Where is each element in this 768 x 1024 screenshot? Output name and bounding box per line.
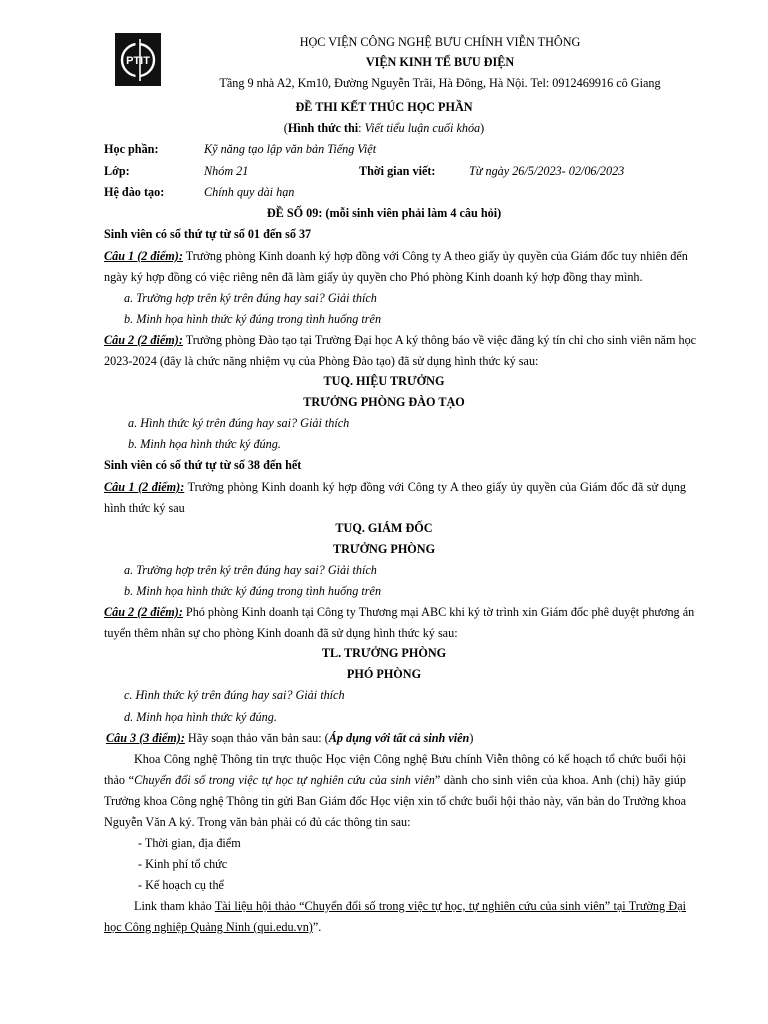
exam-title: ĐỀ THI KẾT THÚC HỌC PHẦN — [295, 100, 473, 114]
g2-q2-option-c: c. Hình thức ký trên đúng hay sai? Giải thích — [124, 688, 345, 702]
q3-item-2: - Kinh phí tổ chức — [138, 857, 228, 871]
g2-q2-option-d: d. Minh họa hình thức ký đúng. — [124, 710, 277, 724]
course-label: Học phần: — [104, 142, 159, 156]
ptit-logo — [115, 33, 161, 86]
q3-paragraph-line1: Khoa Công nghệ Thông tin trực thuộc Học viện Công nghệ Bưu chính Viễn thông có kế hoạch tổ chức buổi hội — [134, 752, 686, 766]
g1-q2-option-b: b. Minh họa hình thức ký đúng. — [128, 437, 281, 451]
group2-heading: Sinh viên có số thứ tự từ số 38 đến hết — [104, 458, 302, 472]
q3-topic: Chuyển đổi số trong việc tự học tự nghiên cứu của sinh viên — [134, 773, 435, 787]
time-label: Thời gian viết: — [359, 164, 436, 178]
exam-form: (Hình thức thi: Viết tiểu luận cuối khóa) — [283, 121, 485, 135]
g1-q1-line1: Câu 1 (2 điểm): Trưởng phòng Kinh doanh ký hợp đồng với Công ty A theo giấy ủy quyền của Giám đốc tuy nhiên đến — [104, 249, 688, 263]
g2-q2-line1: Câu 2 (2 điểm): Phó phòng Kinh doanh tại Công ty Thương mại ABC khi ký tờ trình xin Giám đốc phê duyệt phương án — [104, 605, 695, 619]
g2-q1-signature-1: TUQ. GIÁM ĐỐC — [335, 521, 433, 535]
g1-q1-option-a: a. Trường hợp trên ký trên đúng hay sai? Giải thích — [124, 291, 377, 305]
q3-paragraph-line4: Nguyễn Văn A ký. Trong văn bản phải có đủ các thông tin sau: — [104, 815, 411, 829]
g2-q2-label: Câu 2 (2 điểm): — [104, 605, 183, 619]
g2-q1-option-b: b. Minh họa hình thức ký đúng trong tình huống trên — [124, 584, 382, 598]
institute-name: HỌC VIỆN CÔNG NGHỆ BƯU CHÍNH VIỄN THÔNG — [299, 35, 581, 49]
g2-q2-signature-2: PHÓ PHÒNG — [346, 667, 422, 681]
course-value: Kỹ năng tạo lập văn bản Tiếng Việt — [204, 142, 377, 156]
exam-form-value: Viết tiểu luận cuối khóa — [364, 121, 481, 135]
q3-paragraph-line2: thảo “Chuyển đổi số trong việc tự học tự nghiên cứu của sinh viên” dành cho sinh viên của khoa. Anh (chị) hãy giúp — [104, 773, 686, 787]
q3-item-1: - Thời gian, địa điểm — [138, 836, 241, 850]
q3-apply-all: Áp dụng với tất cả sinh viên — [328, 731, 470, 745]
g1-q2-signature-1: TUQ. HIỆU TRƯỞNG — [323, 374, 445, 388]
g2-q1-line1: Câu 1 (2 điểm): Trưởng phòng Kinh doanh ký hợp đồng với Công ty A theo giấy ủy quyền của Giám đốc đã sử dụng — [104, 480, 687, 494]
g2-q2-line2: tuyển thêm nhân sự cho phòng Kinh doanh đã sử dụng hình thức ký sau: — [104, 626, 458, 640]
time-value: Từ ngày 26/5/2023- 02/06/2023 — [469, 164, 625, 178]
g2-q1-option-a: a. Trường hợp trên ký trên đúng hay sai? Giải thích — [124, 563, 377, 577]
q3-reference-line1: Link tham khảo Tài liệu hội thảo “Chuyển đổi số trong việc tự học, tự nghiên cứu của sinh viên” tại Trường Đại — [134, 899, 687, 913]
training-label: Hệ đào tạo: — [104, 185, 165, 199]
g2-q1-label: Câu 1 (2 điểm): — [104, 480, 185, 494]
exam-form-label: Hình thức thi — [287, 121, 359, 135]
ptit-logo-mark — [115, 33, 161, 86]
q3-heading: Câu 3 (3 điểm): Hãy soạn thảo văn bản sau: (Áp dụng với tất cả sinh viên) — [106, 731, 474, 745]
q3-reference-link-cont[interactable]: học Công nghiệp Quảng Ninh (qui.edu.vn) — [104, 920, 313, 934]
g2-q1-line2: hình thức ký sau — [104, 501, 185, 515]
class-label: Lớp: — [104, 164, 130, 178]
q3-label: Câu 3 (3 điểm): — [106, 731, 185, 745]
department-name: VIỆN KINH TẾ BƯU ĐIỆN — [365, 55, 515, 69]
g2-q1-signature-2: TRƯỞNG PHÒNG — [332, 542, 436, 556]
group1-heading: Sinh viên có số thứ tự từ số 01 đến số 37 — [104, 227, 312, 241]
q3-paragraph-line3: Trưởng khoa Công nghệ Thông tin gửi Ban Giám đốc Học viện xin tổ chức buổi hội thảo này, văn bản do Trưởng khoa — [104, 794, 686, 808]
g2-q2-signature-1: TL. TRƯỞNG PHÒNG — [321, 646, 447, 660]
g1-q2-option-a: a. Hình thức ký trên đúng hay sai? Giải thích — [128, 416, 350, 430]
class-value: Nhóm 21 — [204, 164, 249, 178]
exam-number: ĐỀ SỐ 09: (mỗi sinh viên phải làm 4 câu hỏi) — [266, 206, 502, 220]
training-value: Chính quy dài hạn — [204, 185, 295, 199]
g1-q2-label: Câu 2 (2 điểm): — [104, 333, 183, 347]
department-address: Tầng 9 nhà A2, Km10, Đường Nguyễn Trãi, Hà Đông, Hà Nội. Tel: 0912469916 cô Giang — [219, 76, 661, 90]
g1-q2-signature-2: TRƯỞNG PHÒNG ĐÀO TẠO — [303, 395, 465, 409]
g1-q1-label: Câu 1 (2 điểm): — [104, 249, 183, 263]
logo-text: PTIT — [126, 55, 150, 67]
g1-q2-line2: 2023-2024 (đây là chức năng nhiệm vụ của Phòng Đào tạo) đã sử dụng hình thức ký sau: — [104, 354, 539, 368]
g1-q1-option-b: b. Minh họa hình thức ký đúng trong tình huống trên — [124, 312, 382, 326]
q3-item-3: - Kế hoạch cụ thể — [138, 878, 224, 892]
q3-reference-line2: học Công nghiệp Quảng Ninh (qui.edu.vn)”. — [104, 920, 322, 934]
g1-q2-line1: Câu 2 (2 điểm): Trưởng phòng Đào tạo tại Trường Đại học A ký thông báo về việc đăng ký tín chỉ cho sinh viên năm học — [104, 333, 697, 347]
q3-reference-link[interactable]: Tài liệu hội thảo “Chuyển đổi số trong việc tự học, tự nghiên cứu của sinh viên” tại Trường Đại — [214, 899, 687, 913]
g1-q1-line2: ngày ký hợp đồng có việc riêng nên đã làm giấy ủy quyền cho Phó phòng Kinh doanh ký hợp đồng thay mình. — [104, 270, 643, 284]
